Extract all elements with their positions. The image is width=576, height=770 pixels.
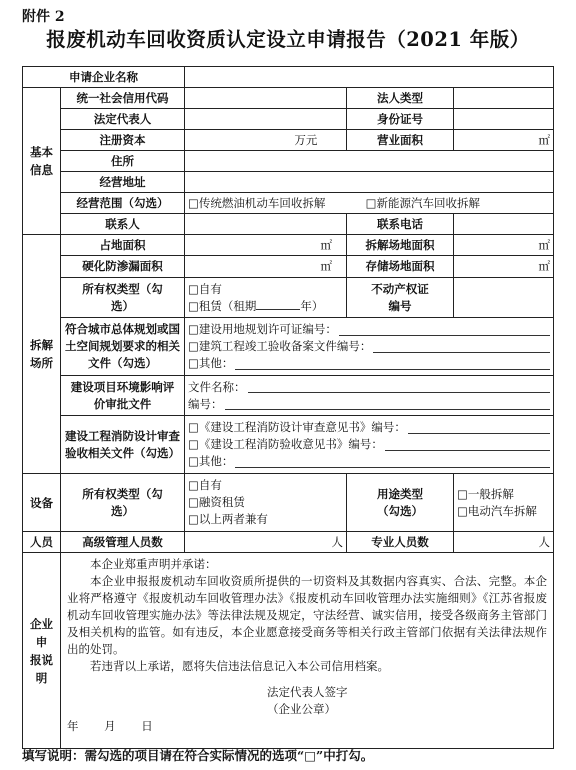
row-biz-scope [23,193,554,214]
id-no-label: 身份证号 [347,109,454,130]
dismantle-area-field[interactable] [454,235,554,256]
storage-area-label: 存储场地面积 [347,256,454,278]
biz-address-label: 经营地址 [61,172,185,193]
eq-option-self-checkbox[interactable]: □自有 [188,478,222,492]
section-declaration: 企业申 报说明 [23,553,61,749]
own-option-lease[interactable]: □租赁（租期 年） [188,298,324,313]
scope-option-nev-checkbox[interactable]: □新能源汽车回收拆解 [365,195,480,210]
person-unit: 人 [538,534,551,549]
area-unit: ㎡ [320,237,333,252]
row-personnel [23,532,554,553]
row-capital [23,130,554,151]
application-form [22,66,554,749]
row-planning [23,318,554,376]
section-equipment: 设备 [23,474,61,532]
senior-mgmt-field[interactable] [185,532,347,553]
biz-scope-label: 经营范围（勾选） [61,193,185,214]
capital-unit: 万元 [294,132,318,147]
lease-term-field[interactable] [256,299,300,310]
usage-option-general-checkbox[interactable]: □一般拆解 [457,486,514,501]
date-line: 年 月 日 [67,719,153,733]
planning-options [185,318,554,376]
specialists-field[interactable] [454,532,554,553]
section-dismantle-site: 拆解 场所 [23,235,61,474]
area-unit: ㎡ [320,259,333,273]
credit-code-field[interactable] [185,88,347,109]
eq-ownership-label: 所有权类型（勾选） [61,474,185,532]
signature-label: 法定代表人签字 [267,685,348,699]
business-area-field[interactable] [454,130,554,151]
legal-rep-label: 法定代表人 [61,109,185,130]
biz-address-field[interactable] [185,172,554,193]
land-area-field[interactable] [185,235,347,256]
contact-label: 联系人 [61,214,185,235]
dismantle-area-label: 拆解场地面积 [347,235,454,256]
area-unit: ㎡ [538,259,551,273]
row-biz-address [23,172,554,193]
attachment-label: 附件 2 [22,9,65,25]
env-fields [185,376,554,416]
section-basic-info: 基本 信息 [23,88,61,235]
env-docs-label: 建设项目环境影响评价审批文件 [61,376,185,416]
row-contact [23,214,554,235]
footer-note: 填写说明：需勾选的项目请在符合实际情况的选项“□”中打勾。 [22,748,374,763]
reg-capital-field[interactable] [185,130,347,151]
hard-area-label: 硬化防渗漏面积 [61,256,185,278]
land-area-label: 占地面积 [61,235,185,256]
reg-capital-label: 注册资本 [61,130,185,151]
fire-option-acceptance[interactable]: □《建设工程消防验收意见书》编号： [188,436,550,453]
legal-rep-field[interactable] [185,109,347,130]
address-label: 住所 [61,151,185,172]
legal-type-field[interactable] [454,88,554,109]
declaration-body: 本企业申报报废机动车回收资质所提供的一切资料及其数据内容真实、合法、完整。本企业将严格遵守《报废机动车回收管理办法》《报废机动车回收管理办法实施细则》《江苏省报废机动车回收管理实施办法》等法律法规及规定，守法经营、诚实信用，接受各级商务主管部门及相关机构的监管。如有违反，本企业愿意接受商务等相关行政主管部门依据有关法律法规作出的处罚。 [67,574,548,656]
row-fire [23,416,554,474]
area-unit: ㎡ [538,237,551,252]
usage-options [454,474,554,532]
person-unit: 人 [331,534,343,549]
declaration-credit: 若违背以上承诺，愿将失信违法信息记入本公司信用档案。 [90,659,389,673]
storage-area-field[interactable] [454,256,554,278]
phone-field[interactable] [454,214,554,235]
phone-label: 联系电话 [347,214,454,235]
row-land-area [23,235,554,256]
row-declaration [23,553,554,749]
biz-scope-options [185,193,554,214]
eq-option-both-checkbox[interactable]: □以上两者兼有 [188,512,268,526]
plan-option-land-permit[interactable]: □建设用地规划许可证编号： [188,321,550,338]
row-address [23,151,554,172]
fire-option-design[interactable]: □《建设工程消防设计审查意见书》编号： [188,419,550,436]
declaration-intro: 本企业郑重声明并承诺： [90,557,217,571]
row-legal-rep [23,109,554,130]
property-cert-label: 不动产权证编号 [347,278,454,318]
section-personnel: 人员 [23,532,61,553]
hard-area-field[interactable] [185,256,347,278]
business-area-label: 营业面积 [347,130,454,151]
own-option-self-checkbox[interactable]: □自有 [188,281,222,296]
contact-field[interactable] [185,214,347,235]
eq-option-finance-lease-checkbox[interactable]: □融资租赁 [188,495,245,509]
legal-type-label: 法人类型 [347,88,454,109]
specialists-label: 专业人员数 [347,532,454,553]
declaration-text [61,553,554,749]
row-env [23,376,554,416]
row-equipment [23,474,554,532]
eq-ownership-options [185,474,347,532]
company-name-field[interactable] [185,67,554,88]
row-ownership [23,278,554,318]
seal-label: （企业公章） [267,702,336,716]
row-credit-code [23,88,554,109]
address-field[interactable] [185,151,554,172]
env-file-no-field[interactable]: 编号： [188,396,550,413]
ownership-options [185,278,347,318]
usage-option-ev-checkbox[interactable]: □电动汽车拆解 [457,503,537,518]
page-title: 报废机动车回收资质认定设立申请报告（2021 年版） [46,28,530,51]
credit-code-label: 统一社会信用代码 [61,88,185,109]
row-hard-area [23,256,554,278]
plan-option-other[interactable]: □其他： [188,355,550,372]
area-unit: ㎡ [538,132,551,147]
fire-docs-label: 建设工程消防设计审查验收相关文件（勾选） [61,416,185,474]
plan-option-completion[interactable]: □建筑工程竣工验收备案文件编号： [188,338,550,355]
ownership-type-label: 所有权类型（勾选） [61,278,185,318]
company-name-label: 申请企业名称 [23,67,185,88]
fire-options [185,416,554,474]
id-no-field[interactable] [454,109,554,130]
usage-type-label: 用途类型（勾选） [347,474,454,532]
planning-docs-label: 符合城市总体规划或国土空间规划要求的相关文件（勾选） [61,318,185,376]
senior-mgmt-label: 高级管理人员数 [61,532,185,553]
fire-option-other[interactable]: □其他： [188,453,550,470]
env-file-name-field[interactable]: 文件名称： [188,379,550,396]
property-cert-field[interactable] [454,278,554,318]
scope-option-fuel-checkbox[interactable]: □传统燃油机动车回收拆解 [188,195,326,210]
row-company-name [23,67,554,88]
